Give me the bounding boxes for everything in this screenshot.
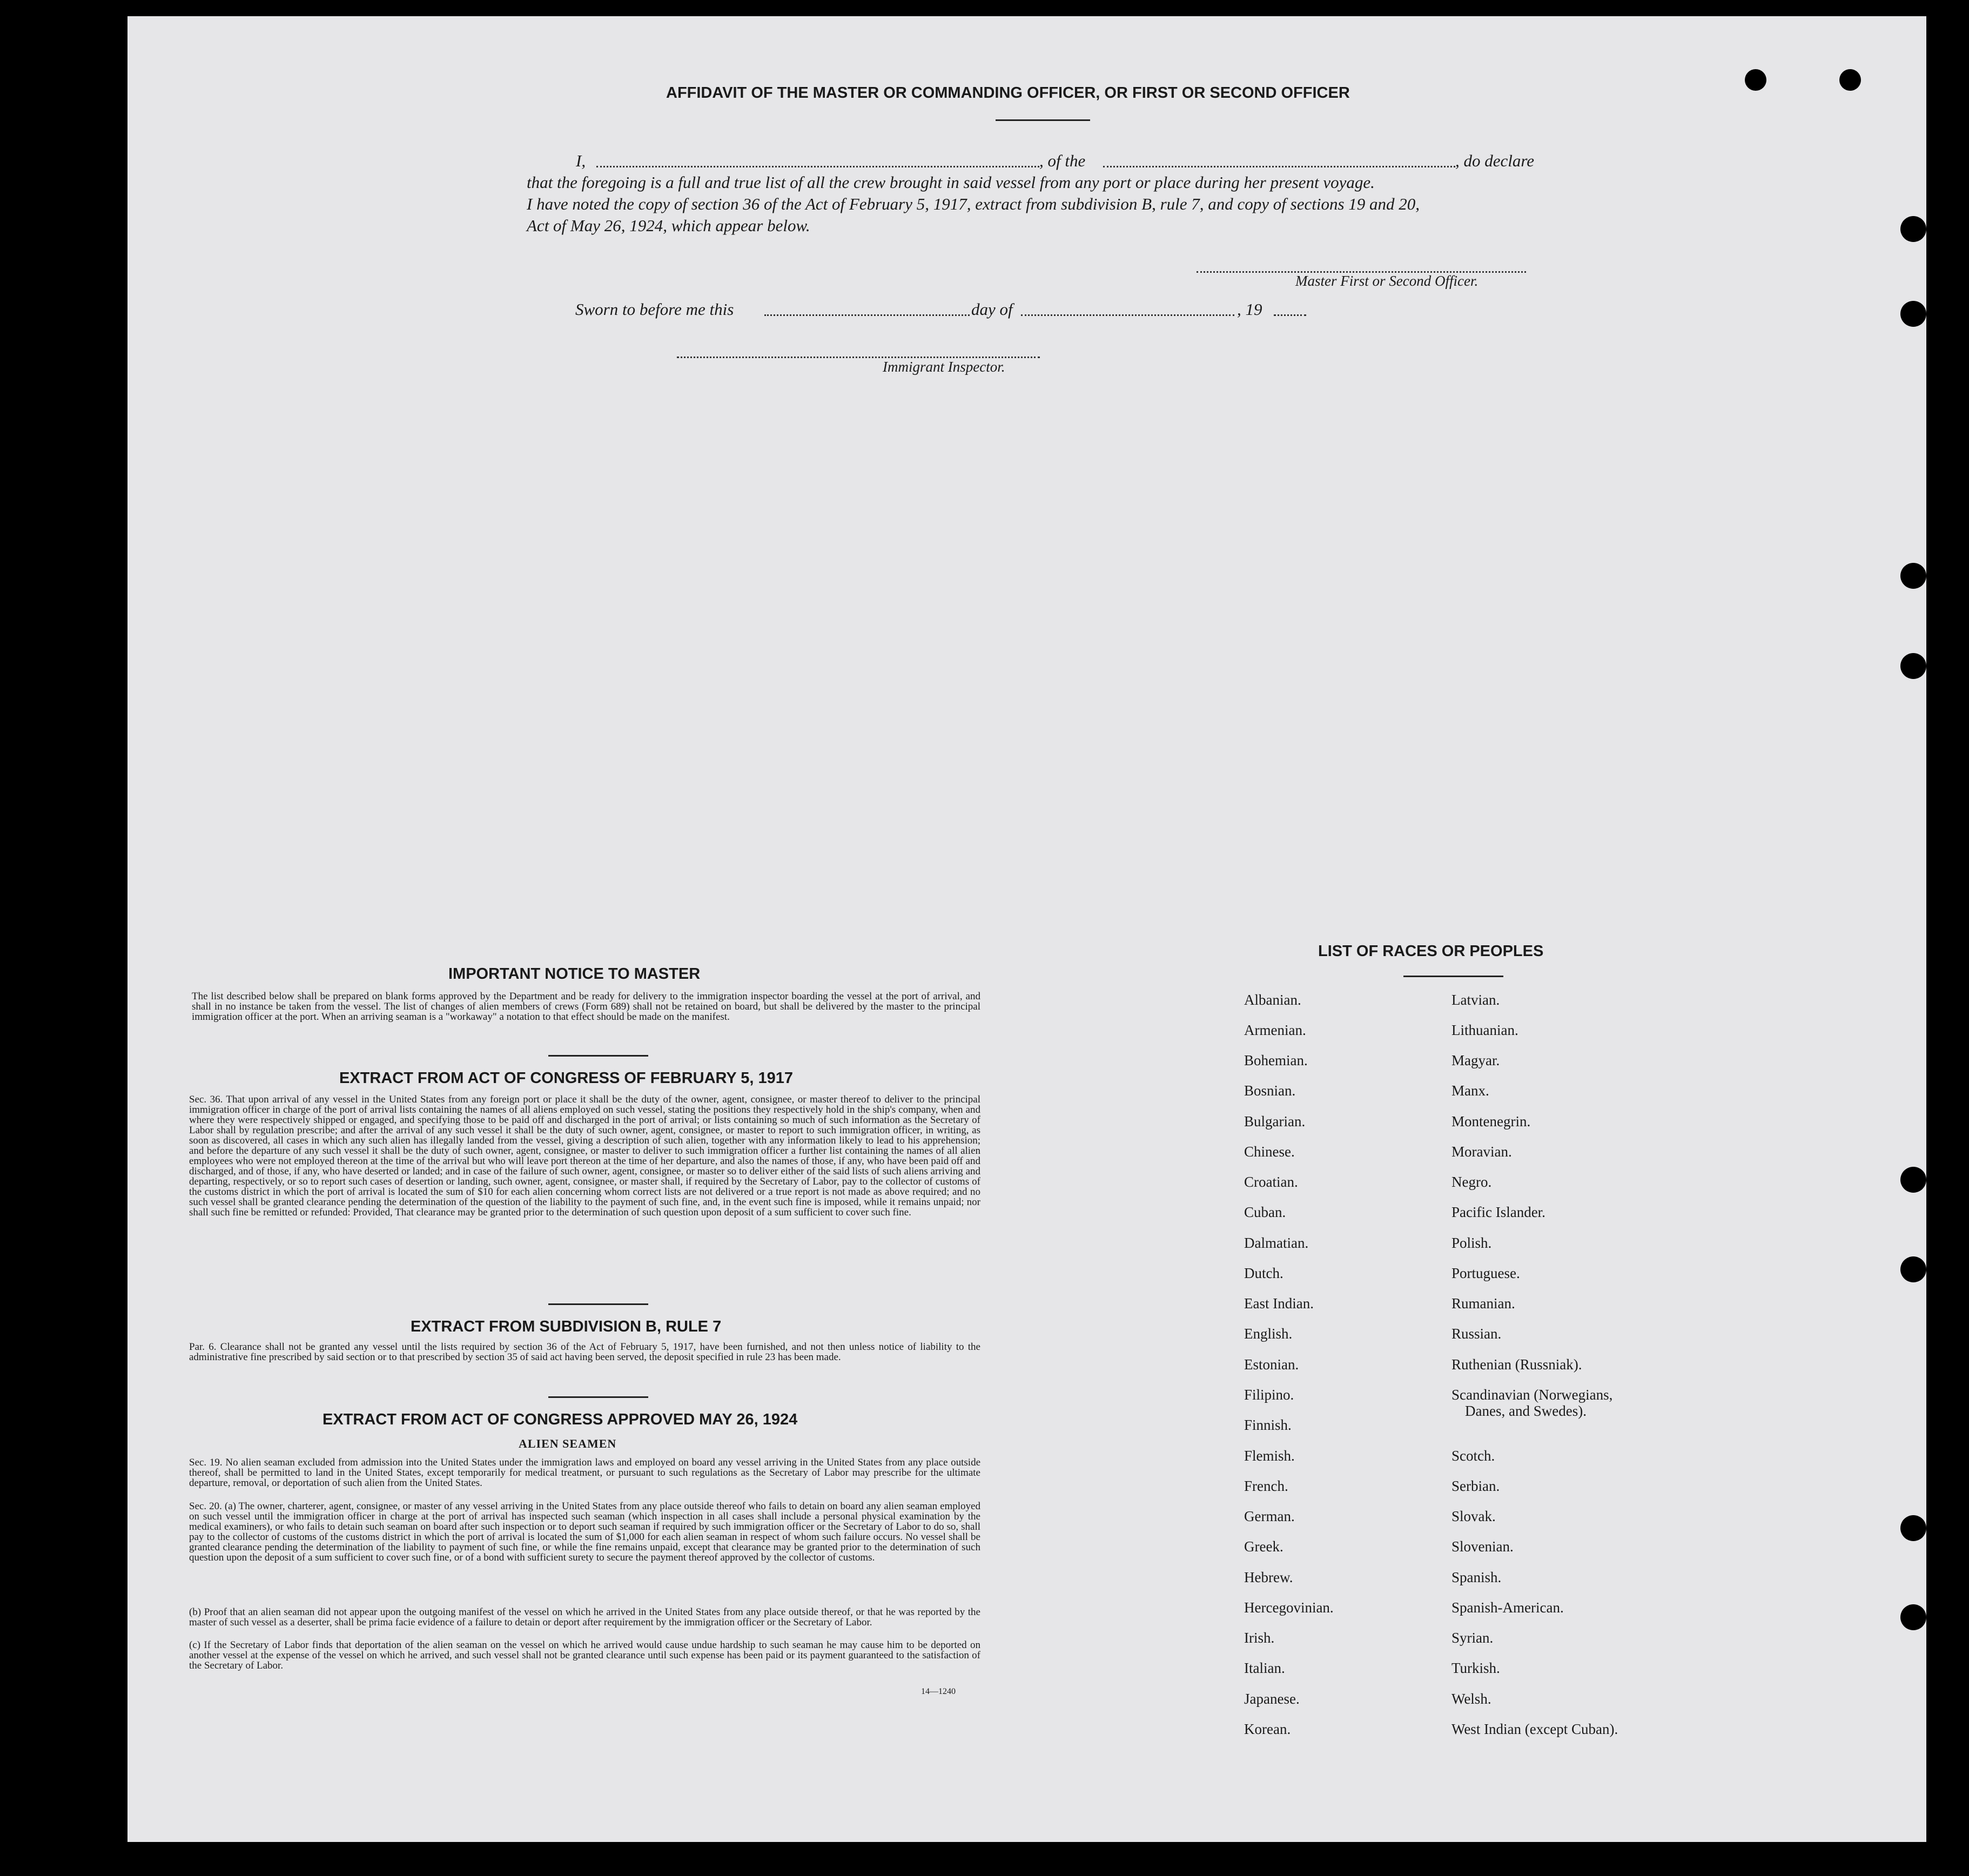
race-item: Magyar. — [1451, 1052, 1500, 1068]
notice-title: IMPORTANT NOTICE TO MASTER — [448, 965, 701, 983]
signature-label: Master First or Second Officer. — [1295, 273, 1479, 289]
affidavit-line-2: that the foregoing is a full and true list of all the crew brought in said vessel from any port or place during her present voyage. — [527, 173, 1375, 192]
race-item: Hercegovinian. — [1244, 1599, 1334, 1616]
year-label: , 19 — [1237, 300, 1262, 319]
race-item: Slovak. — [1451, 1508, 1496, 1524]
race-item: Syrian. — [1451, 1630, 1494, 1646]
document-page — [127, 16, 1926, 1842]
sworn-day-blank[interactable] — [764, 314, 970, 316]
race-item: Danes, and Swedes). — [1465, 1403, 1587, 1419]
extract-1917-title: EXTRACT FROM ACT OF CONGRESS OF FEBRUARY 5, 1917 — [339, 1070, 794, 1087]
rule7-body: Par. 6. Clearance shall not be granted any vessel until the lists required by section 36 of the Act of February 5, 1917, have been furnished, and not then unless notice of liability to the administrative fine prescribed by said section or to that prescribed by section 35 of said act having been served, the deposit specified in rule 23 has been made. — [189, 1341, 980, 1363]
race-item: Russian. — [1451, 1326, 1502, 1342]
race-item: Greek. — [1244, 1538, 1283, 1555]
extract-1917-divider — [548, 1303, 648, 1305]
race-item: Turkish. — [1451, 1660, 1500, 1676]
race-item: Serbian. — [1451, 1478, 1500, 1494]
punch-hole — [1900, 216, 1926, 242]
affidavit-title: AFFIDAVIT OF THE MASTER OR COMMANDING OFFICER, OR FIRST OR SECOND OFFICER — [666, 84, 1350, 102]
race-item: Albanian. — [1244, 992, 1301, 1008]
race-item: Welsh. — [1451, 1691, 1491, 1707]
race-item: Manx. — [1451, 1082, 1489, 1099]
alien-seamen-subtitle: ALIEN SEAMEN — [519, 1437, 617, 1450]
race-item: East Indian. — [1244, 1295, 1314, 1312]
sworn-month-blank[interactable] — [1021, 314, 1234, 316]
race-item: Flemish. — [1244, 1448, 1295, 1464]
race-item: Korean. — [1244, 1721, 1291, 1737]
races-divider — [1403, 976, 1503, 977]
affidavit-i-label: I, — [576, 151, 586, 170]
sworn-label: Sworn to before me this — [575, 300, 734, 319]
title-divider — [996, 119, 1090, 121]
race-item: Negro. — [1451, 1174, 1492, 1190]
punch-hole — [1900, 653, 1926, 679]
race-item: Bohemian. — [1244, 1052, 1308, 1068]
affidavit-line-4: Act of May 26, 1924, which appear below. — [527, 216, 810, 235]
race-item: Portuguese. — [1451, 1265, 1520, 1281]
vessel-blank[interactable] — [1103, 166, 1455, 167]
affidavit-declare-label: , do declare — [1455, 151, 1535, 170]
race-item: Moravian. — [1451, 1144, 1512, 1160]
race-item: Dutch. — [1244, 1265, 1283, 1281]
race-item: Finnish. — [1244, 1417, 1292, 1433]
race-item: Irish. — [1244, 1630, 1275, 1646]
race-item: Hebrew. — [1244, 1569, 1293, 1585]
punch-hole — [1900, 1256, 1926, 1282]
race-item: Croatian. — [1244, 1174, 1298, 1190]
race-item: Filipino. — [1244, 1387, 1294, 1403]
race-item: Ruthenian (Russniak). — [1451, 1356, 1582, 1373]
race-item: Montenegrin. — [1451, 1113, 1531, 1129]
race-item: Cuban. — [1244, 1204, 1286, 1220]
race-item: English. — [1244, 1326, 1293, 1342]
punch-hole — [1900, 1167, 1926, 1193]
punch-hole — [1900, 1515, 1926, 1541]
race-item: Polish. — [1451, 1235, 1492, 1251]
extract-1917-body: Sec. 36. That upon arrival of any vessel in the United States from any foreign port or place it shall be the duty of the owner, agent, consignee, or master thereof to deliver to the principal immigration officer in charge of the port of arrival lists containing the names of all aliens employed on such vessel, stating the positions they respectively hold in the ship's company, when and where they were respectively shipped or engaged, and specifying those to be paid off and discharged in the port of arrival; or lists containing so much of such information as the Secretary of Labor shall by regulation prescribe; and after the arrival of any such vessel it shall be the duty of such owner, agent, consignee, or master to report to such immigration officer, in writing, as soon as discovered, all cases in which any such alien has illegally landed from the vessel, giving a description of such alien, together with any information likely to lead to his apprehension; and before the departure of any such vessel it shall be the duty of such owner, agent, consignee, or master to deliver to such immigration officer a further list containing the names of all alien employees who were not employed thereon at the time of the arrival but who will leave port thereon at the time of her departure, and also the names of those, if any, who have been paid off and discharged, and of those, if any, who have deserted or landed; and in case of the failure of such owner, agent, consignee, or master so to deliver either of the said lists of such aliens arriving and departing, respectively, or so to report such cases of desertion or landing, such owner, agent, consignee, or master shall, if required by the Secretary of Labor, pay to the collector of customs of the customs district in which the port of arrival is located the sum of $10 for each alien concerning whom correct lists are not delivered or a true report is not made as above required; and no such vessel shall be granted clearance pending the determination of the question of the liability to the payment of such fine, and, in the event such fine is imposed, while it remains unpaid; nor shall such fine be remitted or refunded: Provided, That clearance may be granted prior to the determination of such question upon deposit of a sum sufficient to cover such fine. — [189, 1094, 980, 1218]
race-item: French. — [1244, 1478, 1288, 1494]
sworn-year-blank[interactable] — [1274, 314, 1306, 316]
affidavit-line-3: I have noted the copy of section 36 of the Act of February 5, 1917, extract from subdivision B, rule 7, and copy of sections 19 and 20, — [527, 194, 1420, 213]
race-item: Spanish. — [1451, 1569, 1502, 1585]
race-item: Bulgarian. — [1244, 1113, 1306, 1129]
race-item: Armenian. — [1244, 1022, 1306, 1038]
sec20b-body: (b) Proof that an alien seaman did not appear upon the outgoing manifest of the vessel on which he arrived in the United States from any place outside thereof, or that he was reported by the master of such vessel as a deserter, shall be prima facie evidence of a failure to detain or deport after requirement by the immigration officer or the Secretary of Labor. — [189, 1606, 980, 1628]
notice-body: The list described below shall be prepared on blank forms approved by the Department and be ready for delivery to the immigration inspector boarding the vessel at the port of arrival, and shall in no instance be taken from the vessel. The list of changes of alien members of crews (Form 689) shall not be retained on board, but shall be delivered by the master to the principal immigration officer at the port. When an arriving seaman is a "workaway" a notation to that effect should be made on the manifest. — [192, 991, 980, 1023]
punch-hole — [1745, 69, 1766, 91]
inspector-label: Immigrant Inspector. — [883, 359, 1005, 375]
race-item: Chinese. — [1244, 1144, 1295, 1160]
race-item: German. — [1244, 1508, 1295, 1524]
race-item: Scotch. — [1451, 1448, 1495, 1464]
sec20a-body: Sec. 20. (a) The owner, charterer, agent, consignee, or master of any vessel arriving in the United States from any place outside thereof who fails to detain on board any alien seaman employed on such vessel until the immigration officer in charge at the port of arrival has inspected such seaman (which inspection in all cases shall include a personal physical examination by the medical examiners), or who fails to detain such seaman on board after such inspection or to deport such seaman if required by such immigration officer or the Secretary of Labor to do so, shall pay to the collector of customs of the customs district in which the port of arrival is located the sum of $1,000 for each alien seaman in respect of whom such failure occurs. No vessel shall be granted clearance pending the determination of the liability to payment of such fine, or while the fine remains unpaid, except that clearance may be granted prior to the determination of such question upon the deposit of a sum sufficient to cover such fine, or of a bond with sufficient surety to secure the payment thereof approved by the collector of customs. — [189, 1501, 980, 1563]
day-of-label: day of — [971, 300, 1013, 319]
race-item: Rumanian. — [1451, 1295, 1515, 1312]
race-item: Spanish-American. — [1451, 1599, 1564, 1616]
race-item: Lithuanian. — [1451, 1022, 1518, 1038]
race-item: Latvian. — [1451, 992, 1500, 1008]
races-title: LIST OF RACES OR PEOPLES — [1318, 943, 1544, 960]
rule7-title: EXTRACT FROM SUBDIVISION B, RULE 7 — [411, 1318, 722, 1335]
race-item: Pacific Islander. — [1451, 1204, 1545, 1220]
punch-hole — [1839, 69, 1861, 91]
punch-hole — [1900, 1604, 1926, 1630]
race-item: West Indian (except Cuban). — [1451, 1721, 1618, 1737]
rule7-divider — [548, 1396, 648, 1398]
inspector-blank[interactable] — [677, 357, 1040, 358]
race-item: Italian. — [1244, 1660, 1285, 1676]
sec19-body: Sec. 19. No alien seaman excluded from admission into the United States under the immigration laws and employed on board any vessel arriving in the United States from any place outside thereof, shall be permitted to land in the United States, except temporarily for medical treatment, or pursuant to such regulations as the Secretary of Labor may prescribe for the ultimate departure, removal, or deportation of such alien from the United States. — [189, 1457, 980, 1489]
race-item: Bosnian. — [1244, 1082, 1296, 1099]
notice-divider — [548, 1055, 648, 1057]
sec20c-body: (c) If the Secretary of Labor finds that deportation of the alien seaman on the vessel on which he arrived would cause undue hardship to such seaman he may cause him to be deported on another vessel at the expense of the vessel on which he arrived, and such vessel shall not be granted clearance until such expense has been paid or its payment guaranteed to the satisfaction of the Secretary of Labor. — [189, 1639, 980, 1671]
race-item: Slovenian. — [1451, 1538, 1514, 1555]
race-item: Japanese. — [1244, 1691, 1300, 1707]
extract-1924-title: EXTRACT FROM ACT OF CONGRESS APPROVED MAY 26, 1924 — [322, 1411, 798, 1428]
punch-hole — [1900, 563, 1926, 589]
race-item: Scandinavian (Norwegians, — [1451, 1387, 1613, 1403]
punch-hole — [1900, 301, 1926, 327]
form-number: 14—1240 — [921, 1687, 956, 1696]
name-blank[interactable] — [596, 166, 1039, 167]
race-item: Dalmatian. — [1244, 1235, 1309, 1251]
affidavit-of-the-label: , of the — [1039, 151, 1086, 170]
race-item: Estonian. — [1244, 1356, 1299, 1373]
